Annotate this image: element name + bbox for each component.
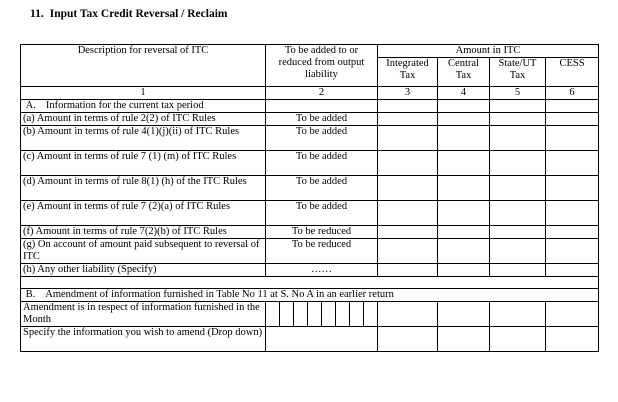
month-box[interactable] xyxy=(266,302,279,326)
table-row xyxy=(21,226,599,239)
state-ut-tax-cell[interactable] xyxy=(490,126,546,151)
central-tax-cell[interactable] xyxy=(438,113,490,126)
month-boxes xyxy=(266,302,377,326)
month-box[interactable] xyxy=(307,302,321,326)
header-row xyxy=(21,45,599,58)
cess-cell[interactable] xyxy=(546,113,599,126)
integrated-tax-cell[interactable] xyxy=(378,113,438,126)
cess-cell[interactable] xyxy=(546,100,599,113)
cess-cell[interactable] xyxy=(546,126,599,151)
table-row xyxy=(21,126,599,151)
section-b-label: B. xyxy=(25,289,36,300)
cess-cell[interactable] xyxy=(546,302,599,327)
month-box[interactable] xyxy=(363,302,377,326)
month-input[interactable] xyxy=(266,302,378,327)
table-row xyxy=(21,264,599,277)
state-ut-tax-cell[interactable] xyxy=(490,226,546,239)
integrated-tax-cell[interactable] xyxy=(378,201,438,226)
integrated-tax-cell[interactable] xyxy=(378,226,438,239)
spacer-cell xyxy=(21,277,599,289)
column-number: 1 xyxy=(21,87,266,100)
cess-cell[interactable] xyxy=(546,239,599,264)
column-number: 4 xyxy=(438,87,490,100)
row-description: (a) Amount in terms of rule 2(2) of ITC Rules xyxy=(21,113,266,126)
integrated-tax-cell[interactable] xyxy=(378,302,438,327)
month-box[interactable] xyxy=(293,302,307,326)
row-action: To be added xyxy=(266,126,378,151)
central-tax-cell[interactable] xyxy=(438,151,490,176)
cess-cell[interactable] xyxy=(546,151,599,176)
row-description: (e) Amount in terms of rule 7 (2)(a) of ITC Rules xyxy=(21,201,266,226)
state-ut-tax-cell[interactable] xyxy=(490,113,546,126)
description-header: Description for reversal of ITC xyxy=(21,45,266,87)
month-box[interactable] xyxy=(279,302,293,326)
column-number: 5 xyxy=(490,87,546,100)
added-reduced-header: To be added to or reduced from output liability xyxy=(266,45,378,87)
section-b-heading-row xyxy=(21,289,599,302)
cess-header: CESS xyxy=(546,58,599,87)
central-tax-cell[interactable] xyxy=(438,239,490,264)
row-action: To be reduced xyxy=(266,226,378,239)
row-description: (c) Amount in terms of rule 7 (1) (m) of ITC Rules xyxy=(21,151,266,176)
state-ut-tax-cell[interactable] xyxy=(490,239,546,264)
integrated-tax-cell[interactable] xyxy=(378,126,438,151)
section-b-title: Amendment of information furnished in Table No 11 at S. No A in an earlier return xyxy=(45,289,394,300)
row-description: (b) Amount in terms of rule 4(1)(j)(ii) of ITC Rules xyxy=(21,126,266,151)
central-tax-cell[interactable] xyxy=(438,176,490,201)
state-ut-tax-cell[interactable] xyxy=(490,176,546,201)
column-number: 2 xyxy=(266,87,378,100)
table-row xyxy=(21,302,599,327)
section-title-text: Input Tax Credit Reversal / Reclaim xyxy=(49,8,228,20)
month-box[interactable] xyxy=(349,302,363,326)
cess-cell[interactable] xyxy=(546,226,599,239)
row-action: To be added xyxy=(266,151,378,176)
central-tax-cell[interactable] xyxy=(438,226,490,239)
table-row xyxy=(21,201,599,226)
column-number-row xyxy=(21,87,599,100)
integrated-tax-cell[interactable] xyxy=(378,100,438,113)
cess-cell[interactable] xyxy=(546,264,599,277)
section-a-label: A. xyxy=(25,100,36,111)
amend-select-cell[interactable] xyxy=(266,327,378,352)
integrated-tax-cell[interactable] xyxy=(378,327,438,352)
row-action: To be added xyxy=(266,201,378,226)
row-action: To be reduced xyxy=(266,239,378,264)
state-ut-tax-cell[interactable] xyxy=(490,151,546,176)
integrated-tax-header: Integrated Tax xyxy=(378,58,438,87)
row-description: (f) Amount in terms of rule 7(2)(b) of ITC Rules xyxy=(21,226,266,239)
table-row xyxy=(21,113,599,126)
section-title xyxy=(30,8,227,20)
month-box[interactable] xyxy=(321,302,335,326)
amount-of-itc-header: Amount in ITC xyxy=(378,45,599,58)
central-tax-cell[interactable] xyxy=(438,100,490,113)
empty-cell xyxy=(266,100,378,113)
central-tax-cell[interactable] xyxy=(438,264,490,277)
table-row xyxy=(21,327,599,352)
central-tax-cell[interactable] xyxy=(438,126,490,151)
integrated-tax-cell[interactable] xyxy=(378,151,438,176)
integrated-tax-cell[interactable] xyxy=(378,176,438,201)
row-action: To be added xyxy=(266,113,378,126)
central-tax-header: Central Tax xyxy=(438,58,490,87)
section-a-heading-row xyxy=(21,100,599,113)
state-ut-tax-cell[interactable] xyxy=(490,327,546,352)
itc-reversal-table xyxy=(20,44,599,352)
cess-cell[interactable] xyxy=(546,327,599,352)
row-action: To be added xyxy=(266,176,378,201)
cess-cell[interactable] xyxy=(546,201,599,226)
row-description: (g) On account of amount paid subsequent to reversal of ITC xyxy=(21,239,266,264)
row-description: (h) Any other liability (Specify) xyxy=(21,264,266,277)
state-ut-tax-cell[interactable] xyxy=(490,100,546,113)
state-ut-tax-cell[interactable] xyxy=(490,302,546,327)
column-number: 6 xyxy=(546,87,599,100)
table-row xyxy=(21,151,599,176)
section-b-heading xyxy=(21,289,599,302)
central-tax-cell[interactable] xyxy=(438,327,490,352)
central-tax-cell[interactable] xyxy=(438,201,490,226)
integrated-tax-cell[interactable] xyxy=(378,239,438,264)
section-number: 11. xyxy=(30,8,44,20)
state-ut-tax-header: State/UT Tax xyxy=(490,58,546,87)
state-ut-tax-cell[interactable] xyxy=(490,264,546,277)
row-description: Amendment is in respect of information furnished in the Month xyxy=(21,302,266,327)
central-tax-cell[interactable] xyxy=(438,302,490,327)
section-a-title: Information for the current tax period xyxy=(45,100,204,111)
state-ut-tax-cell[interactable] xyxy=(490,201,546,226)
cess-cell[interactable] xyxy=(546,176,599,201)
table-row xyxy=(21,239,599,264)
month-box[interactable] xyxy=(335,302,349,326)
row-description: (d) Amount in terms of rule 8(1) (h) of the ITC Rules xyxy=(21,176,266,201)
table-row xyxy=(21,176,599,201)
column-number: 3 xyxy=(378,87,438,100)
spacer-row xyxy=(21,277,599,289)
row-action: …… xyxy=(266,264,378,277)
section-a-heading xyxy=(21,100,266,113)
integrated-tax-cell[interactable] xyxy=(378,264,438,277)
row-description: Specify the information you wish to amend (Drop down) xyxy=(21,327,266,352)
